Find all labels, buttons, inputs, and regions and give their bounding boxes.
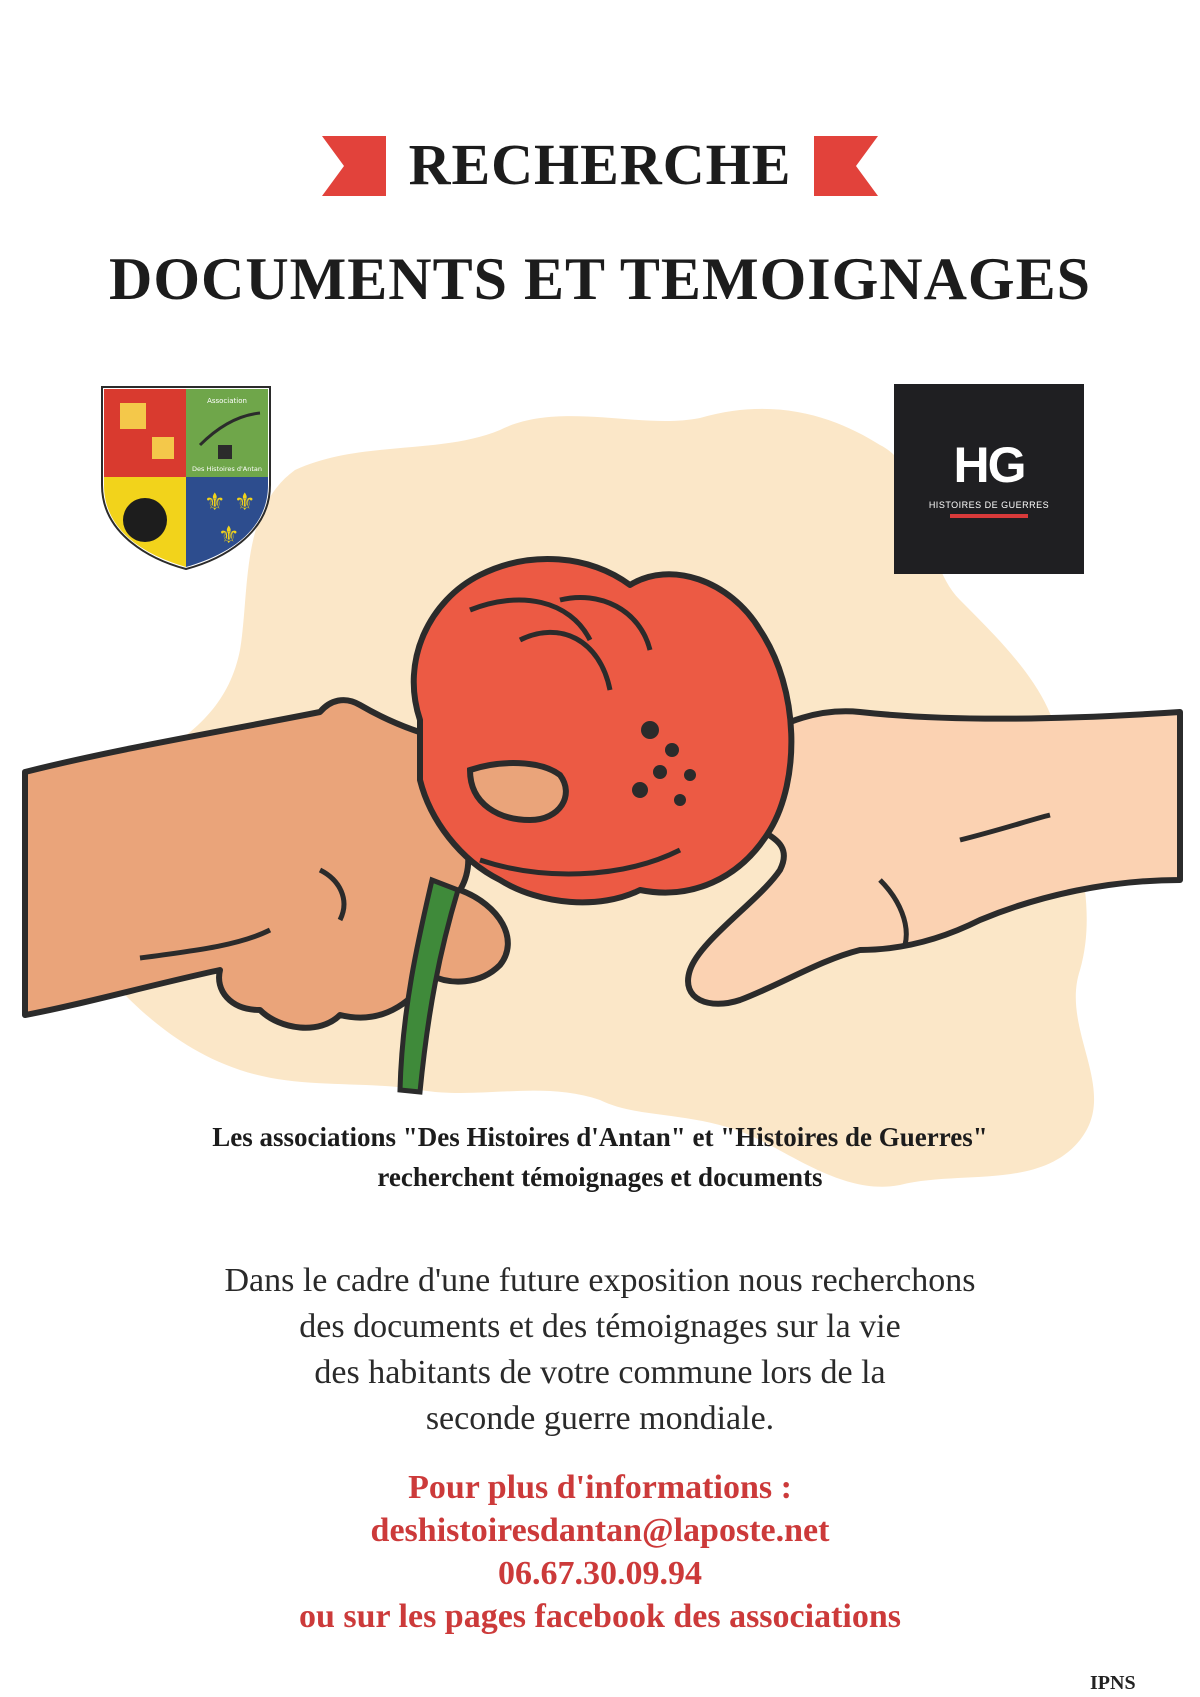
contact-facebook-text: ou sur les pages facebook des associations [299, 1598, 901, 1635]
associations-line-2: recherchent témoignages et documents [377, 1162, 823, 1192]
poppy-flower [414, 559, 792, 902]
svg-text:⚜: ⚜ [218, 521, 240, 549]
associations-line-1: Les associations "Des Histoires d'Antan" et "Histoires de Guerres" [212, 1122, 988, 1152]
body-paragraph [60, 1258, 1140, 1442]
hg-logo-icon [894, 384, 1084, 574]
body-line-4: seconde guerre mondiale. [425, 1400, 775, 1437]
title-banner [322, 132, 878, 197]
body-line-2: des documents et des témoignages sur la vie [299, 1308, 901, 1345]
ribbon-left-icon [322, 136, 392, 196]
svg-text:Des Histoires d'Antan: Des Histoires d'Antan [192, 465, 262, 473]
associations-block [60, 1117, 1140, 1197]
body-line-3: des habitants de votre commune lors de la [314, 1354, 886, 1391]
contact-email-link[interactable]: deshistoiresdantan@laposte.net [370, 1512, 830, 1549]
page-title: RECHERCHE [386, 130, 814, 200]
contact-heading: Pour plus d'informations : [408, 1469, 792, 1506]
svg-text:Association: Association [207, 397, 247, 405]
svg-text:⚜: ⚜ [204, 488, 226, 516]
page-subtitle: DOCUMENTS ET TEMOIGNAGES [109, 246, 1091, 312]
contact-phone: 06.67.30.09.94 [498, 1555, 702, 1592]
hg-logo-bar [950, 514, 1028, 518]
coat-of-arms-icon [100, 385, 272, 570]
svg-text:⚜: ⚜ [234, 488, 256, 516]
ipns-label: IPNS [1090, 1672, 1136, 1694]
hg-logo-text: HISTOIRES DE GUERRES [928, 500, 1050, 510]
contact-block [60, 1466, 1140, 1638]
hg-logo-letters: HG [953, 437, 1025, 493]
body-line-1: Dans le cadre d'une future exposition nous recherchons [224, 1262, 976, 1299]
ribbon-right-icon [808, 136, 878, 196]
